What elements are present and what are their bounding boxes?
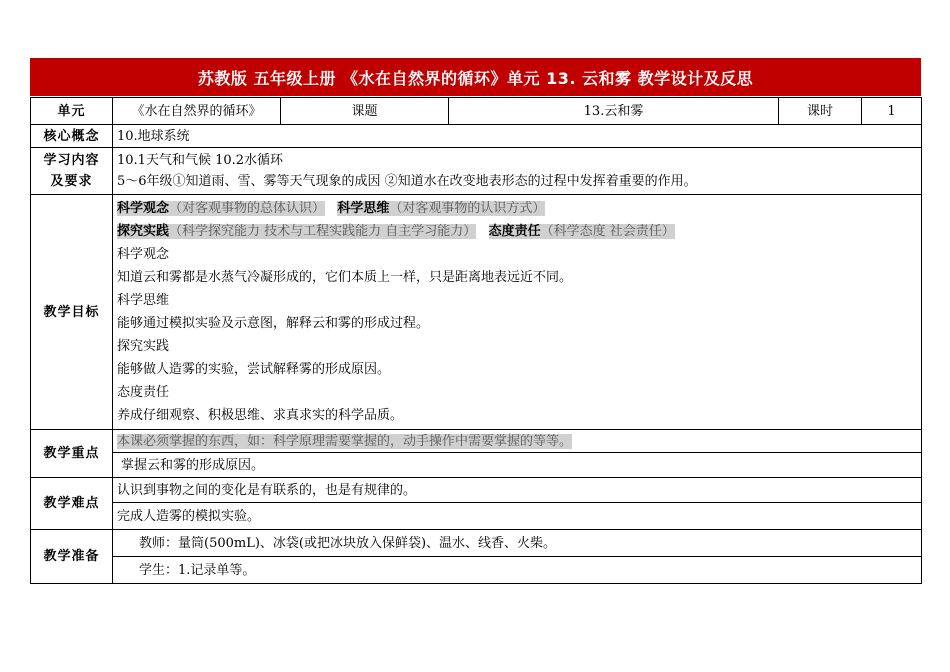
preparation-row-2 xyxy=(31,557,922,584)
preparation-row-1 xyxy=(31,530,922,557)
core-concept-row xyxy=(31,125,922,148)
core-concept-value: 10.地球系统 xyxy=(113,125,922,148)
preparation-label: 教学准备 xyxy=(31,530,113,584)
key-points-hint: 本课必须掌握的东西，如：科学原理需要掌握的，动手操作中需要掌握的等等。 xyxy=(117,433,573,449)
goals-label: 教学目标 xyxy=(31,195,113,430)
content-label xyxy=(31,148,113,195)
key-points-value: 掌握云和雾的形成原因。 xyxy=(113,453,922,478)
core-concept-label: 核心概念 xyxy=(31,125,113,148)
preparation-teacher: 教师：量筒(500mL)、冰袋(或把冰块放入保鲜袋)、温水、线香、火柴。 xyxy=(113,530,922,557)
preparation-student: 学生：1.记录单等。 xyxy=(113,557,922,584)
content-label-line2: 及要求 xyxy=(50,174,93,189)
lesson-plan-table xyxy=(30,97,922,584)
key-points-hint-cell xyxy=(113,430,922,453)
content-line2: 5～6年级①知道雨、雪、雾等天气现象的成因 ②知道水在改变地表形态的过程中发挥着重要的作用。 xyxy=(117,174,697,189)
document-title-banner xyxy=(30,58,921,96)
difficulties-line2: 完成人造雾的模拟实验。 xyxy=(113,503,922,530)
key-points-row-1 xyxy=(31,430,922,453)
difficulties-row-1 xyxy=(31,478,922,503)
goals-tags-line2 xyxy=(117,220,917,243)
goal-1-title: 科学观念 xyxy=(117,247,170,262)
content-label-line1: 学习内容 xyxy=(43,153,100,168)
hours-value: 1 xyxy=(862,98,922,125)
goals-tags-line1 xyxy=(117,197,917,220)
goal-2-text: 能够通过模拟实验及示意图，解释云和雾的形成过程。 xyxy=(117,316,430,331)
goal-4-text: 养成仔细观察、积极思维、求真求实的科学品质。 xyxy=(117,408,404,423)
content-value xyxy=(113,148,922,195)
unit-value: 《水在自然界的循环》 xyxy=(113,98,281,125)
goals-row xyxy=(31,195,922,430)
goal-2-title: 科学思维 xyxy=(117,293,170,308)
goal-tag-2: 科学思维（对客观事物的认识方式） xyxy=(337,201,546,216)
goal-tag-4: 态度责任（科学态度 社会责任） xyxy=(488,224,675,239)
goals-content xyxy=(113,195,922,430)
difficulties-label: 教学难点 xyxy=(31,478,113,530)
key-points-label: 教学重点 xyxy=(31,430,113,478)
goal-tag-3: 探究实践（科学探究能力 技术与工程实践能力 自主学习能力） xyxy=(117,224,477,239)
difficulties-line1: 认识到事物之间的变化是有联系的，也是有规律的。 xyxy=(113,478,922,503)
goal-3-text: 能够做人造雾的实验，尝试解释雾的形成原因。 xyxy=(117,362,391,377)
lesson-value: 13.云和雾 xyxy=(449,98,779,125)
lesson-label: 课题 xyxy=(281,98,449,125)
difficulties-row-2 xyxy=(31,503,922,530)
goal-3-title: 探究实践 xyxy=(117,339,170,354)
document-title: 苏教版 五年级上册 《水在自然界的循环》单元 13. 云和雾 教学设计及反思 xyxy=(197,68,754,88)
content-row xyxy=(31,148,922,195)
goal-1-text: 知道云和雾都是水蒸气冷凝形成的，它们本质上一样，只是距离地表远近不同。 xyxy=(117,270,573,285)
goal-4-title: 态度责任 xyxy=(117,385,170,400)
content-line1: 10.1天气和气候 10.2水循环 xyxy=(117,153,284,168)
key-points-row-2 xyxy=(31,453,922,478)
unit-label: 单元 xyxy=(31,98,113,125)
header-row xyxy=(31,98,922,125)
hours-label: 课时 xyxy=(779,98,862,125)
goal-tag-1: 科学观念（对客观事物的总体认识） xyxy=(117,201,326,216)
